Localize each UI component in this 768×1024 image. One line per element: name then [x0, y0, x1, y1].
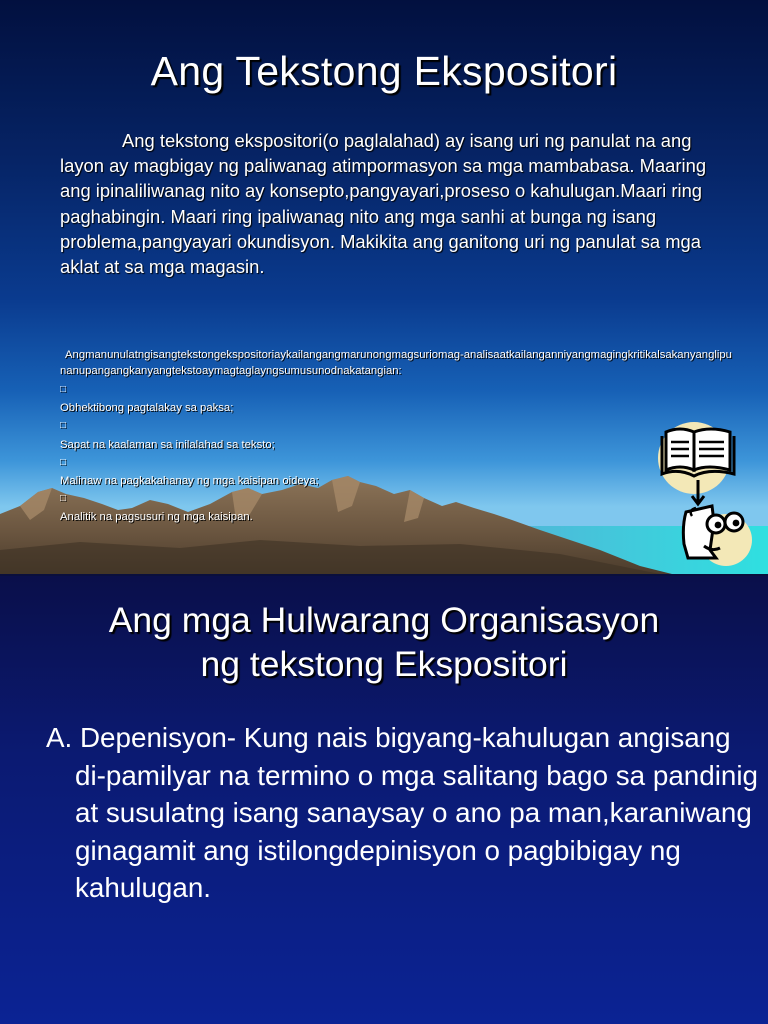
slide-2-title-line-1: Ang mga Hulwarang Organisasyon [108, 600, 660, 640]
list-item: Obhektibong pagtalakay sa paksa; [60, 402, 234, 415]
characteristics-list [60, 348, 734, 527]
bullet-marker: □ [60, 384, 67, 395]
bullet-marker: □ [60, 456, 67, 468]
definition-paragraph: A. Depenisyon- Kung nais bigyang-kahulugan angisang di-pamilyar na termino o mga salitang bago sa pandinig at susulatng isang sanaysay o ano pa man,karaniwang ginagamit ang istilongdepinisyon o pagbibigay ng kahulugan. [46, 722, 758, 903]
list-item: Sapat na kaalaman sa inilalahad sa teksto; [60, 438, 275, 451]
list-item: Malinaw na pagkakahanay ng mga kaisipan oideya; [60, 474, 319, 487]
characteristics-intro: Angmanunulatngisangtekstongekspositoriaykailangangmarunongmagsuriomag-analisaatkailanganniyangmagingkritikalsakanyanglipunanupangangkanyangtekstoaymagtaglayngsumusunodnakatangian: [60, 349, 732, 377]
book-reader-clipart-icon [652, 418, 756, 574]
slide-1-title: Ang Tekstong Ekspositori [150, 48, 618, 94]
list-item: Analitik na pagsusuri ng mga kaisipan. [60, 511, 253, 524]
bullet-marker: □ [60, 493, 67, 505]
intro-paragraph: Ang tekstong ekspositori(o paglalahad) ay isang uri ng panulat na ang layon ay magbigay ng paliwanag atimpormasyon sa mga mambabasa. Maaring ang ipinaliliwanag nito ay konsepto,pangyayari,proseso o kahulugan.Maari ring paghabingin. Maari ring ipaliwanag nito ang mga sanhi at bunga ng isang problema,pangyayari okundisyon. Makikita ang ganitong uri ng panulat sa mga aklat at sa mga magasin. [60, 130, 707, 278]
slide-2-title-line-2: ng tekstong Ekspositori [200, 644, 568, 684]
bullet-marker: □ [60, 420, 67, 432]
slide-2-title [0, 598, 768, 686]
